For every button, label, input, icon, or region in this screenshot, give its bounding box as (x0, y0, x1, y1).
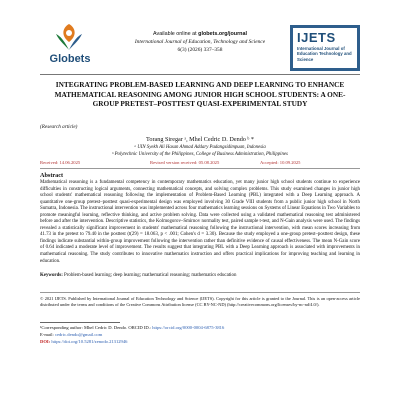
orcid-link[interactable]: https://orcid.org/0000-0004-6875-3816 (152, 325, 225, 330)
volume-pages: 6(3) (2026) 337–358 (177, 47, 223, 53)
abstract-heading: Abstract (40, 172, 64, 179)
corresponding-prefix: ¹Corresponding author: Mhel Cedric D. Dendo. ORCID ID.: (40, 325, 153, 330)
footnote-divider (40, 322, 120, 323)
keywords-label: Keywords: (40, 273, 63, 278)
corresponding-author (40, 325, 360, 331)
globets-logo (40, 22, 100, 68)
email-link[interactable]: cedric.dendo@gmail.com (54, 332, 103, 337)
doi-link[interactable]: https://doi.org/10.5281/zenodo.21312946 (51, 339, 128, 344)
journal-site-link[interactable]: globets.org/journal (198, 31, 247, 37)
article-dates (40, 160, 360, 168)
available-online (110, 30, 290, 38)
authors: Torang Siregar ᵃ, Mhel Cedric D. Dendo ᵇ * (146, 136, 254, 143)
journal-name: International Journal of Education, Technology and Science (134, 39, 266, 45)
accepted-date: Accepted: 10.09.2025 (260, 160, 301, 165)
copyright-notice: © 2021 IJETS. Published by International Journal of Education Technology and Science (IJETS). Copyright for this article is granted to the Journal. This is an open-access article distributed under the terms and conditions of the Creative Commons Attribution license (CC BY-NC-ND) (http://creativecommons.org/licenses/by-nc-nd/4.0/). (40, 296, 360, 307)
ijets-subtitle: International Journal of Education Technology and Science (297, 46, 352, 62)
doi-label: DOI: (40, 339, 52, 344)
ijets-badge (290, 25, 360, 71)
author-email (40, 332, 360, 338)
email-prefix: E-mail: (40, 332, 55, 337)
available-prefix: Available online at (153, 31, 199, 37)
logo-text: Globets (49, 53, 91, 65)
abstract-text: Mathematical reasoning is a fundamental competency in contemporary mathematics education, yet many junior high school students continue to experience difficulties in constructing logical arguments, connecting mathematical concepts, and solving complex problems. This study examined changes in junior high school students' mathematical reasoning following the implementation of Problem-Based Learning (PBL) integrated with a Deep Learning approach. A quantitative one-group pretest–posttest quasi-experimental design was employed involving 30 Grade VIII students from a public junior high school in North Sumatra, Indonesia. The instructional intervention was implemented across four mathematics learning sessions on Systems of Linear Equations in Two Variables to promote meaningful learning, reflective thinking, and active problem solving. Data were collected using a validated mathematical reasoning test administered before and after the intervention. Descriptive statistics, the Kolmogorov–Smirnov normality test, paired sample t-test, and N-Gain analysis were used. The findings revealed a statistically significant improvement in students' mathematical reasoning following the instructional intervention, with mean scores increasing from 41.73 in the pretest to 79.40 in the posttest (t(29) = 18.063, p < .001; Cohen's d = 3.30). Because the study employed a one-group pretest–posttest design, these findings indicate substantial within-group improvement following the intervention rather than definitive evidence of causal effectiveness. The mean N-Gain score of 0.64 indicated a moderate level of improvement. The results suggest that integrating PBL with a Deep Learning approach is associated with improvements in mathematical reasoning. The study contributes to innovative mathematics instruction and offers practical implications for improving teaching and learning in education. (40, 180, 360, 264)
received-date: Received: 14.06.2025 (40, 160, 81, 165)
globets-logo-icon (52, 22, 86, 52)
keywords (40, 273, 360, 280)
affiliation-a: ᵃ UIN Syekh Ali Hasan Ahmad Addary Padangsidimpuan, Indonesia (134, 145, 266, 150)
revised-date: Revised version received: 05.08.2025 (150, 160, 220, 165)
ijets-badge-inner (293, 28, 357, 68)
header-divider (40, 74, 360, 75)
keywords-text: Problem-based learning; deep learning; mathematical reasoning; mathematics education (62, 273, 237, 278)
doi-line (40, 339, 360, 345)
affiliation-b: ᵇ Polytechnic University of the Philippines, College of Business Administration, Philippines (112, 152, 288, 157)
keywords-divider (40, 292, 360, 293)
article-title: INTEGRATING PROBLEM-BASED LEARNING AND DEEP LEARNING TO ENHANCE MATHEMATICAL REASONING AMONG JUNIOR HIGH SCHOOL STUDENTS: A ONE-GROUP PRETEST–POSTTEST QUASI-EXPERIMENTAL STUDY (54, 80, 346, 109)
dates-divider (40, 168, 360, 169)
ijets-title: IJETS (297, 30, 336, 45)
journal-header (110, 30, 290, 54)
research-type: (Research article) (40, 124, 78, 130)
